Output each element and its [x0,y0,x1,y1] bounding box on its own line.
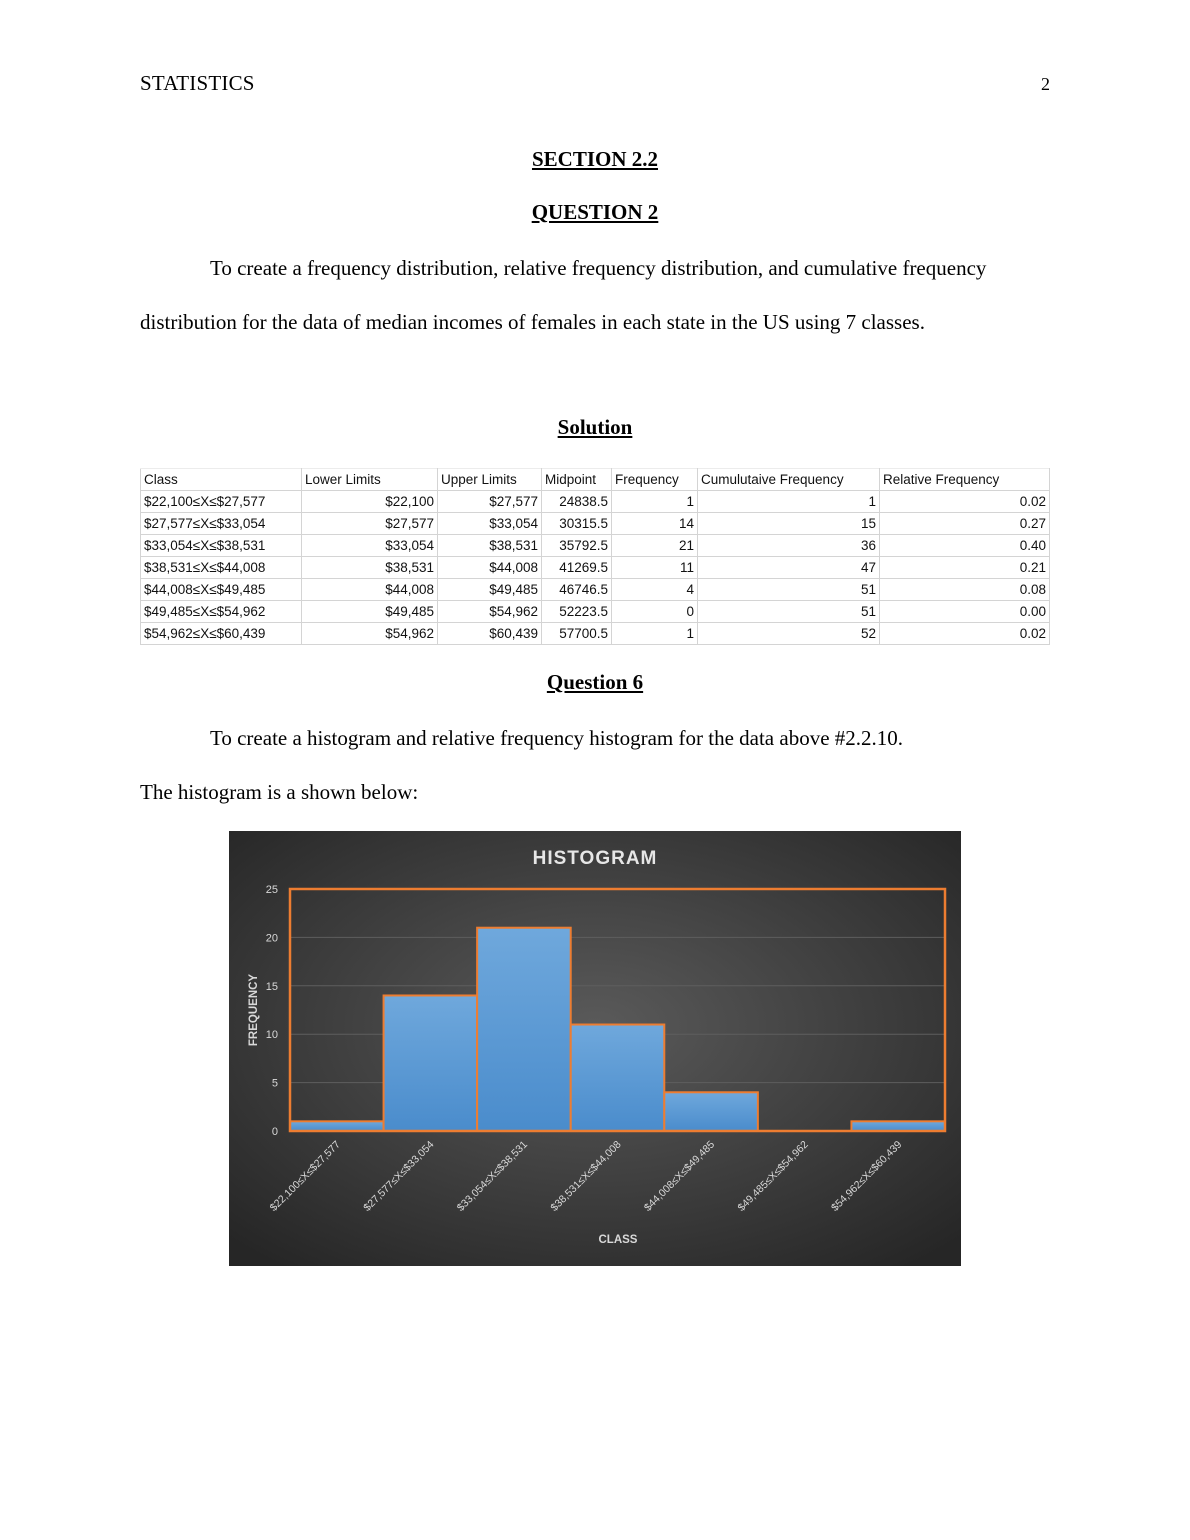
table-cell: $38,531 [302,557,438,579]
table-row [141,623,1050,645]
question-2-title: QUESTION 2 [531,200,659,224]
frequency-table [140,468,1050,645]
table-cell: 0.40 [880,535,1050,557]
x-axis-label: CLASS [598,1234,638,1246]
histogram-bar [290,1121,384,1131]
chart-title: HISTOGRAM [532,848,658,869]
table-cell: 36 [698,535,880,557]
running-head: STATISTICS [140,71,255,95]
table-cell: 1 [612,491,698,513]
table-cell: 51 [698,579,880,601]
histogram-bar [664,1092,758,1131]
table-cell: 35792.5 [542,535,612,557]
table-cell: $54,962 [438,601,542,623]
y-tick-label: 0 [271,1126,278,1138]
x-tick-label: $33,054≤X≤$38,531 [454,1138,531,1214]
table-cell: $44,008 [438,557,542,579]
y-axis-label: FREQUENCY [248,973,260,1047]
table-cell: 1 [698,491,880,513]
table-cell: 0.21 [880,557,1050,579]
table-cell: 52223.5 [542,601,612,623]
y-tick-label: 5 [271,1077,278,1090]
table-cell: $27,577≤X≤$33,054 [141,513,302,535]
x-tick-label: $22,100≤X≤$27,577 [267,1138,343,1214]
table-header: Cumulutaive Frequency [698,469,880,491]
y-tick-label: 15 [265,980,278,993]
page-number: 2 [1041,74,1050,94]
table-cell: $38,531 [438,535,542,557]
table-cell: $22,100≤X≤$27,577 [141,491,302,513]
table-cell: $33,054≤X≤$38,531 [141,535,302,557]
x-tick-label: $27,577≤X≤$33,054 [361,1138,437,1214]
table-cell: 11 [612,557,698,579]
table-cell: $49,485 [438,579,542,601]
table-header: Frequency [612,469,698,491]
table-cell: $22,100 [302,491,438,513]
table-cell: 46746.5 [542,579,612,601]
table-cell: 21 [612,535,698,557]
histogram-bar [477,928,571,1131]
table-cell: $44,008≤X≤$49,485 [141,579,302,601]
question-2-paragraph: To create a frequency distribution, relative frequency distribution, and cumulative frequency distribution for the data of median incomes of females in each state in the US using 7 classes. [140,256,987,334]
table-cell: 41269.5 [542,557,612,579]
question-6-title: Question 6 [546,670,644,694]
table-cell: 52 [698,623,880,645]
table-row [141,557,1050,579]
table-cell: 0.02 [880,623,1050,645]
table-header: Class [141,469,302,491]
x-tick-label: $54,962≤X≤$60,439 [829,1138,905,1214]
table-cell: 51 [698,601,880,623]
y-tick-label: 20 [265,932,278,945]
table-cell: $27,577 [438,491,542,513]
table-row [141,579,1050,601]
table-header: Lower Limits [302,469,438,491]
table-cell: $49,485 [302,601,438,623]
y-tick-label: 25 [265,884,278,896]
table-cell: 14 [612,513,698,535]
table-header: Relative Frequency [880,469,1050,491]
x-tick-label: $44,008≤X≤$49,485 [641,1138,718,1214]
table-cell: 1 [612,623,698,645]
histogram-bar [384,995,478,1131]
table-cell: 4 [612,579,698,601]
y-tick-label: 10 [265,1029,278,1042]
solution-title: Solution [557,415,633,439]
table-cell: 24838.5 [542,491,612,513]
table-header-row [141,469,1050,491]
table-cell: 0.02 [880,491,1050,513]
table-cell: 47 [698,557,880,579]
table-cell: 0.00 [880,601,1050,623]
table-header: Upper Limits [438,469,542,491]
table-cell: $54,962 [302,623,438,645]
histogram-intro: The histogram is a shown below: [140,780,419,804]
table-row [141,535,1050,557]
x-tick-label: $49,485≤X≤$54,962 [735,1138,811,1214]
table-cell: $27,577 [302,513,438,535]
table-cell: $33,054 [302,535,438,557]
section-title: SECTION 2.2 [531,147,659,171]
table-row [141,601,1050,623]
histogram-bar [571,1025,665,1131]
table-cell: 15 [698,513,880,535]
table-cell: $49,485≤X≤$54,962 [141,601,302,623]
histogram-chart [229,831,961,1266]
table-cell: 30315.5 [542,513,612,535]
histogram-bar [851,1121,945,1131]
table-cell: $44,008 [302,579,438,601]
table-cell: 0.27 [880,513,1050,535]
table-row [141,513,1050,535]
table-cell: $60,439 [438,623,542,645]
table-cell: $54,962≤X≤$60,439 [141,623,302,645]
table-row [141,491,1050,513]
question-6-paragraph: To create a histogram and relative frequency histogram for the data above #2.2.10. [210,726,904,750]
table-cell: 0 [612,601,698,623]
table-cell: $38,531≤X≤$44,008 [141,557,302,579]
x-tick-label: $38,531≤X≤$44,008 [548,1138,624,1214]
table-cell: $33,054 [438,513,542,535]
table-cell: 0.08 [880,579,1050,601]
table-header: Midpoint [542,469,612,491]
table-cell: 57700.5 [542,623,612,645]
